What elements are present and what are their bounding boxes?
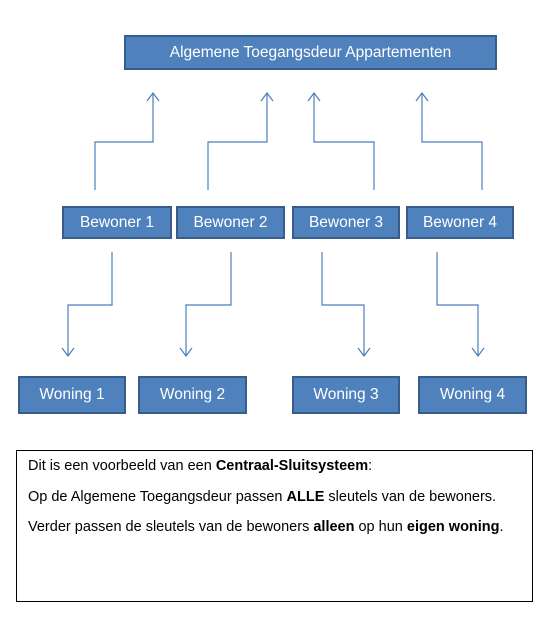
text-run-bold: ALLE [286,488,325,505]
node-label: Bewoner 1 [79,213,155,231]
text-run: sleutels van de bewoners. [324,488,497,505]
node-label: Algemene Toegangsdeur Appartementen [169,43,452,61]
node-woning-2 [138,376,247,414]
node-bewoner-2 [176,206,285,239]
text-run: : [368,458,373,474]
arrow-bewoner-1-to-woning-1 [68,252,112,356]
arrow-bewoner-3-to-door [314,93,374,190]
node-bewoner-3 [292,206,400,239]
text-run: Dit is een voorbeeld van een [28,458,216,474]
arrow-bewoner-2-to-woning-2 [186,252,231,356]
node-woning-3 [292,376,400,414]
node-label: Woning 4 [439,386,506,403]
explanation-text-box [16,450,533,602]
arrow-bewoner-3-to-woning-3 [322,252,364,356]
text-run: Verder passen de sleutels van de bewoners [28,519,314,536]
node-algemene-toegangsdeur [124,35,497,70]
node-label: Bewoner 3 [308,213,384,231]
arrow-bewoner-2-to-door [208,93,267,190]
node-label: Woning 1 [39,386,105,403]
explanation-paragraph-1 [28,457,521,477]
node-bewoner-1 [62,206,172,239]
arrow-bewoner-1-to-door [95,93,153,190]
text-run-bold: Centraal-Sluitsysteem [215,458,369,474]
node-label: Woning 2 [159,386,226,403]
node-label: Bewoner 2 [193,213,268,231]
text-run: op hun [354,519,407,536]
node-label: Woning 3 [313,386,379,403]
node-woning-4 [418,376,527,414]
arrow-bewoner-4-to-door [422,93,482,190]
arrow-bewoner-4-to-woning-4 [437,252,478,356]
text-run-bold: eigen woning [406,519,500,536]
text-run-bold: alleen [313,519,355,536]
node-woning-1 [18,376,126,414]
text-run: . [499,519,504,536]
node-bewoner-4 [406,206,514,239]
text-run: Op de Algemene Toegangsdeur passen [28,488,287,505]
explanation-paragraph-2 [28,488,521,508]
explanation-paragraph-3 [28,518,521,538]
node-label: Bewoner 4 [422,213,498,231]
